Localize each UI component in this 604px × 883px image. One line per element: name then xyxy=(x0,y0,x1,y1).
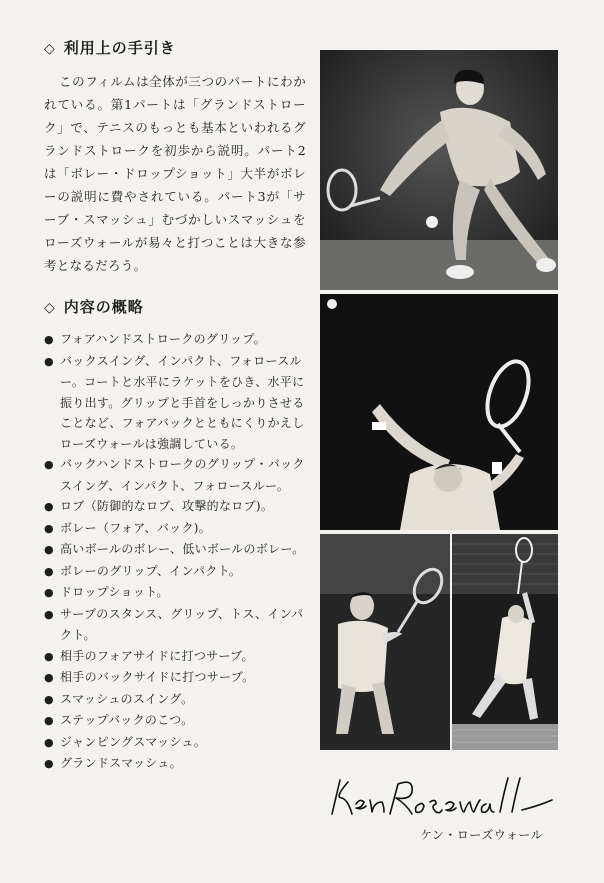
bullet-icon: ● xyxy=(44,714,54,727)
bullet-icon: ● xyxy=(44,333,54,346)
list-item: ● 高いボールのボレー、低いボールのボレー。 xyxy=(44,539,306,561)
bullet-icon: ● xyxy=(44,692,54,706)
list-item: ● バックスイング、インパクト、フォロースルー。コートと水平にラケットをひき、水平に振り出す。グリップと手首をしっかりさせることなど、フォアバックとともにくりかえしローズウォールは強調している。 xyxy=(44,353,305,451)
usage-guide-paragraph: このフィルムは全体が三つのパートにわかれている。第1パートは「グランドストローク」で、テニスのもっとも基本といわれるグランドストロークを初歩から説明。パート2は「ボレー・ドロップショット」大半がボレーの説明に費やされている。パート3が「サーブ・スマッシュ」むづかしいスマッシュをローズウォールが易々と打つことは大きな参考となるだろう。 xyxy=(44,74,306,273)
list-item: ● ステップバックのこつ。 xyxy=(44,710,306,732)
handwritten-signature xyxy=(326,770,556,820)
smash-photo xyxy=(452,534,558,750)
list-item: ● サーブのスタンス、グリップ、トス、インパクト。 xyxy=(44,606,304,642)
text-column xyxy=(44,38,306,775)
signature-caption: ケン・ローズウォール xyxy=(420,828,544,842)
bullet-icon: ● xyxy=(44,607,54,621)
bullet-icon: ● xyxy=(44,543,54,556)
forehand-photo xyxy=(320,50,558,290)
bullet-icon: ● xyxy=(44,521,54,535)
bullet-icon: ● xyxy=(44,757,54,770)
bullet-icon: ● xyxy=(44,586,54,599)
list-item: ● 相手のフォアサイドに打つサーブ。 xyxy=(44,646,306,668)
content-summary-heading: ◇ 内容の概略 xyxy=(44,298,144,316)
list-item: ● ボレーのグリップ、インパクト。 xyxy=(44,561,306,583)
list-item: ● ドロップショット。 xyxy=(44,582,306,604)
list-item: ● ロブ（防御的なロブ、攻撃的なロブ)。 xyxy=(44,496,306,518)
content-summary-list xyxy=(44,329,306,775)
bullet-icon: ● xyxy=(44,500,54,513)
bullet-icon: ● xyxy=(44,671,54,684)
list-item: ● バックハンドストロークのグリップ・バックスイング、インパクト、フォロースルー。 xyxy=(44,457,305,493)
list-item: ● ジャンピングスマッシュ。 xyxy=(44,732,306,754)
list-item: ● スマッシュのスイング。 xyxy=(44,689,306,711)
list-item: ● フォアハンドストロークのグリップ。 xyxy=(44,329,306,351)
bullet-icon: ● xyxy=(44,458,54,471)
diamond-icon: ◇ xyxy=(44,300,56,316)
diamond-icon: ◇ xyxy=(44,41,56,57)
bullet-icon: ● xyxy=(44,649,54,663)
list-item: ● 相手のバックサイドに打つサーブ。 xyxy=(44,667,306,689)
list-item: ● ボレー（フォア、バック)。 xyxy=(44,518,306,540)
volley-photo xyxy=(320,534,450,750)
bullet-icon: ● xyxy=(44,354,54,368)
bullet-icon: ● xyxy=(44,564,54,578)
serve-photo xyxy=(320,294,558,530)
list-item: ● グランドスマッシュ。 xyxy=(44,753,306,775)
bullet-icon: ● xyxy=(44,735,54,749)
usage-guide-heading: ◇ 利用上の手引き xyxy=(44,39,176,57)
